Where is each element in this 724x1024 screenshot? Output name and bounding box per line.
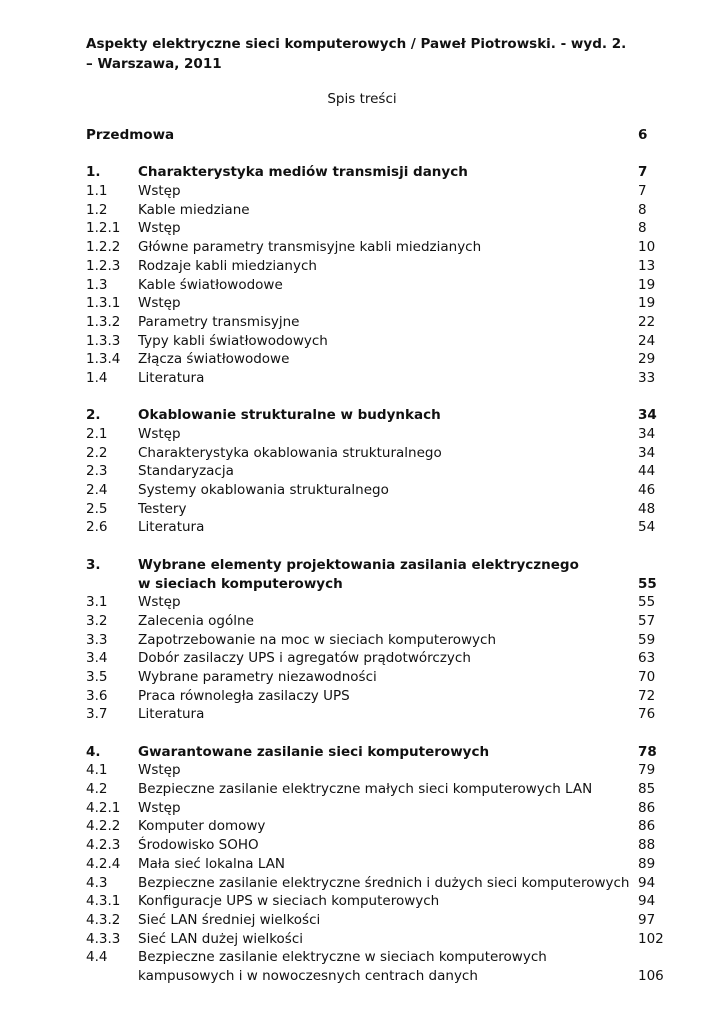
toc-entry-title: Parametry transmisyjne — [138, 313, 300, 330]
toc-entry-row — [86, 817, 666, 836]
toc-entry-page: 89 — [638, 855, 656, 872]
toc-entry-row — [86, 350, 666, 369]
toc-entry-page: 7 — [638, 164, 648, 181]
toc-entry-number: Przedmowa — [86, 127, 175, 143]
toc-entry-row — [86, 518, 666, 537]
toc-entry-number: 3.2 — [86, 612, 108, 629]
toc-entry-title: Środowisko SOHO — [138, 837, 259, 854]
toc-entry-row — [86, 238, 666, 257]
bibliographic-header — [86, 34, 666, 74]
table-of-contents — [86, 126, 666, 986]
toc-entry-page: 94 — [638, 893, 656, 910]
toc-entry-title: Kable miedziane — [138, 201, 250, 218]
toc-entry-row — [86, 930, 666, 949]
toc-entry-row — [86, 425, 666, 444]
toc-entry-page: 97 — [638, 911, 656, 928]
toc-entry-title: Wstęp — [138, 220, 181, 237]
toc-entry-page: 86 — [638, 799, 656, 816]
toc-entry-number: 4.4 — [86, 949, 108, 966]
toc-entry-number: 1.2.1 — [86, 220, 121, 237]
toc-entry-page: 46 — [638, 482, 656, 499]
toc-entry-number: 2.3 — [86, 463, 108, 480]
toc-entry-title: Literatura — [138, 369, 205, 386]
toc-entry-number: 4.1 — [86, 762, 108, 779]
toc-entry-row — [86, 799, 666, 818]
toc-entry-title: w sieciach komputerowych — [138, 575, 343, 592]
toc-entry-title: Praca równoległa zasilaczy UPS — [138, 687, 350, 704]
toc-entry-row — [86, 668, 666, 687]
toc-entry-row — [86, 481, 666, 500]
toc-entry-title: Systemy okablowania strukturalnego — [138, 482, 389, 499]
toc-entry-row — [86, 276, 666, 295]
toc-entry-number: 2. — [86, 407, 101, 424]
toc-entry-title: Kable światłowodowe — [138, 276, 283, 293]
toc-entry-title: Standaryzacja — [138, 463, 234, 480]
toc-entry-title: Wybrane parametry niezawodności — [138, 668, 377, 685]
toc-entry-page: 106 — [638, 967, 664, 984]
toc-entry-page: 33 — [638, 369, 656, 386]
toc-entry-row — [86, 332, 666, 351]
toc-entry-title: Bezpieczne zasilanie elektryczne średnich i dużych sieci komputerowych — [138, 874, 630, 891]
toc-entry-page: 48 — [638, 500, 656, 517]
toc-entry-number: 1.2.3 — [86, 257, 121, 274]
toc-entry-title: Wstęp — [138, 183, 181, 200]
toc-entry-row — [86, 911, 666, 930]
toc-entry-title: Literatura — [138, 706, 205, 723]
toc-entry-number: 3.7 — [86, 706, 108, 723]
toc-entry-title: Bezpieczne zasilanie elektryczne małych sieci komputerowych LAN — [138, 781, 593, 798]
toc-entry-number: 1.2 — [86, 201, 108, 218]
toc-entry-page: 34 — [638, 407, 657, 424]
toc-entry-title: Komputer domowy — [138, 818, 266, 835]
toc-entry-title: Mała sieć lokalna LAN — [138, 855, 286, 872]
toc-entry-row — [86, 219, 666, 238]
toc-entry-title: Bezpieczne zasilanie elektryczne w sieciach komputerowych — [138, 949, 547, 966]
toc-entry-page: 29 — [638, 351, 656, 368]
toc-entry-title: Wstęp — [138, 799, 181, 816]
toc-entry-row — [86, 948, 666, 967]
toc-chapter-row — [86, 163, 666, 182]
toc-chapter-row — [86, 126, 666, 145]
toc-chapter-row — [86, 406, 666, 425]
toc-entry-row — [86, 313, 666, 332]
toc-entry-number: 1.3.2 — [86, 313, 121, 330]
toc-entry-title: Gwarantowane zasilanie sieci komputerowych — [138, 743, 490, 760]
toc-entry-title: Zapotrzebowanie na moc w sieciach komputerowych — [138, 631, 497, 648]
toc-entry-number: 4.2.4 — [86, 855, 121, 872]
toc-entry-page: 34 — [638, 426, 656, 442]
section-spacer — [86, 388, 666, 407]
toc-entry-number: 4.3.1 — [86, 893, 121, 910]
toc-entry-row — [86, 967, 666, 986]
header-line-1: Aspekty elektryczne sieci komputerowych / Paweł Piotrowski. - wyd. 2. — [86, 36, 627, 52]
toc-entry-row — [86, 855, 666, 874]
toc-entry-page: 55 — [638, 575, 657, 592]
toc-entry-page: 72 — [638, 687, 656, 704]
toc-entry-number: 4.3.3 — [86, 930, 121, 947]
toc-entry-page: 55 — [638, 594, 656, 611]
toc-entry-number: 3.4 — [86, 650, 108, 667]
toc-entry-title: Wstęp — [138, 426, 181, 442]
toc-entry-title: Dobór zasilaczy UPS i agregatów prądotwórczych — [138, 650, 471, 667]
toc-entry-page: 34 — [638, 444, 656, 461]
toc-entry-page: 63 — [638, 650, 656, 667]
toc-entry-page: 88 — [638, 837, 656, 854]
toc-entry-row — [86, 874, 666, 893]
section-spacer — [86, 145, 666, 164]
toc-entry-number: 1.1 — [86, 183, 108, 200]
toc-entry-page: 8 — [638, 220, 647, 237]
toc-entry-page: 94 — [638, 874, 656, 891]
toc-entry-row — [86, 631, 666, 650]
toc-entry-row — [86, 687, 666, 706]
toc-entry-title: Wybrane elementy projektowania zasilania elektrycznego — [138, 556, 579, 573]
toc-entry-number: 1. — [86, 164, 101, 181]
toc-entry-title: Testery — [138, 500, 187, 517]
toc-entry-page: 13 — [638, 257, 656, 274]
toc-entry-row — [86, 444, 666, 463]
toc-entry-row — [86, 201, 666, 220]
toc-entry-title: Zalecenia ogólne — [138, 612, 254, 629]
toc-entry-number: 4.3 — [86, 874, 108, 891]
toc-entry-page: 24 — [638, 332, 656, 349]
toc-entry-title: Typy kabli światłowodowych — [138, 332, 328, 349]
toc-entry-page: 10 — [638, 239, 656, 256]
toc-entry-page: 7 — [638, 183, 647, 200]
toc-entry-page: 19 — [638, 295, 656, 312]
toc-entry-number: 1.3.4 — [86, 351, 121, 368]
toc-entry-title: Charakterystyka mediów transmisji danych — [138, 164, 468, 181]
toc-entry-number: 1.3.3 — [86, 332, 121, 349]
header-line-2: – Warszawa, 2011 — [86, 56, 222, 72]
toc-entry-page: 44 — [638, 463, 656, 480]
toc-entry-number: 1.3 — [86, 276, 108, 293]
toc-entry-title: Rodzaje kabli miedzianych — [138, 257, 317, 274]
toc-entry-number: 3.5 — [86, 668, 108, 685]
toc-entry-number: 2.1 — [86, 426, 108, 442]
toc-entry-page: 78 — [638, 743, 657, 760]
toc-entry-title: Główne parametry transmisyjne kabli miedzianych — [138, 239, 482, 256]
toc-entry-title: Literatura — [138, 519, 205, 536]
toc-entry-page: 85 — [638, 781, 656, 798]
toc-entry-row — [86, 705, 666, 724]
toc-entry-page: 70 — [638, 668, 656, 685]
toc-entry-page: 79 — [638, 762, 656, 779]
toc-entry-page: 54 — [638, 519, 656, 536]
toc-entry-page: 8 — [638, 201, 647, 218]
toc-entry-page: 59 — [638, 631, 656, 648]
toc-entry-number: 3.1 — [86, 594, 108, 611]
toc-entry-number: 2.2 — [86, 444, 108, 461]
toc-entry-row — [86, 294, 666, 313]
toc-chapter-row — [86, 743, 666, 762]
toc-entry-number: 2.6 — [86, 519, 108, 536]
toc-title: Spis treści — [327, 91, 397, 107]
toc-entry-row — [86, 257, 666, 276]
toc-entry-page: 102 — [638, 930, 664, 947]
toc-entry-number: 4.2.2 — [86, 818, 121, 835]
toc-entry-page: 22 — [638, 313, 656, 330]
toc-entry-number: 4.2.1 — [86, 799, 121, 816]
toc-entry-title: Konfiguracje UPS w sieciach komputerowych — [138, 893, 440, 910]
toc-entry-row — [86, 892, 666, 911]
toc-entry-row — [86, 612, 666, 631]
toc-entry-number: 4. — [86, 743, 101, 760]
toc-entry-number: 1.3.1 — [86, 295, 121, 312]
toc-entry-number: 3. — [86, 556, 101, 573]
toc-chapter-row — [86, 575, 666, 594]
toc-entry-number: 4.2.3 — [86, 837, 121, 854]
toc-entry-number: 3.3 — [86, 631, 108, 648]
toc-entry-title: Sieć LAN średniej wielkości — [138, 911, 321, 928]
toc-entry-title: Złącza światłowodowe — [138, 351, 290, 368]
section-spacer — [86, 724, 666, 743]
toc-entry-row — [86, 649, 666, 668]
toc-chapter-row — [86, 556, 666, 575]
toc-entry-title: Okablowanie strukturalne w budynkach — [138, 407, 441, 424]
toc-entry-number: 4.2 — [86, 781, 108, 798]
toc-entry-number: 1.4 — [86, 369, 108, 386]
toc-entry-page: 57 — [638, 612, 656, 629]
toc-entry-number: 1.2.2 — [86, 239, 121, 256]
toc-entry-number: 2.5 — [86, 500, 108, 517]
toc-entry-page: 76 — [638, 706, 656, 723]
toc-entry-row — [86, 593, 666, 612]
toc-entry-title: kampusowych i w nowoczesnych centrach danych — [138, 967, 478, 984]
section-spacer — [86, 537, 666, 556]
toc-entry-title: Sieć LAN dużej wielkości — [138, 930, 304, 947]
toc-entry-number: 3.6 — [86, 687, 108, 704]
toc-entry-title: Wstęp — [138, 762, 181, 779]
toc-entry-title: Wstęp — [138, 594, 181, 611]
toc-entry-row — [86, 780, 666, 799]
toc-entry-page: 86 — [638, 818, 656, 835]
toc-entry-row — [86, 462, 666, 481]
toc-entry-number: 4.3.2 — [86, 911, 121, 928]
toc-entry-title: Charakterystyka okablowania strukturalnego — [138, 444, 442, 461]
toc-entry-row — [86, 369, 666, 388]
toc-entry-title: Wstęp — [138, 295, 181, 312]
toc-entry-number: 2.4 — [86, 482, 108, 499]
toc-entry-row — [86, 761, 666, 780]
toc-entry-row — [86, 500, 666, 519]
toc-entry-row — [86, 836, 666, 855]
toc-entry-row — [86, 182, 666, 201]
toc-entry-page: 19 — [638, 276, 656, 293]
toc-entry-page: 6 — [638, 127, 648, 143]
